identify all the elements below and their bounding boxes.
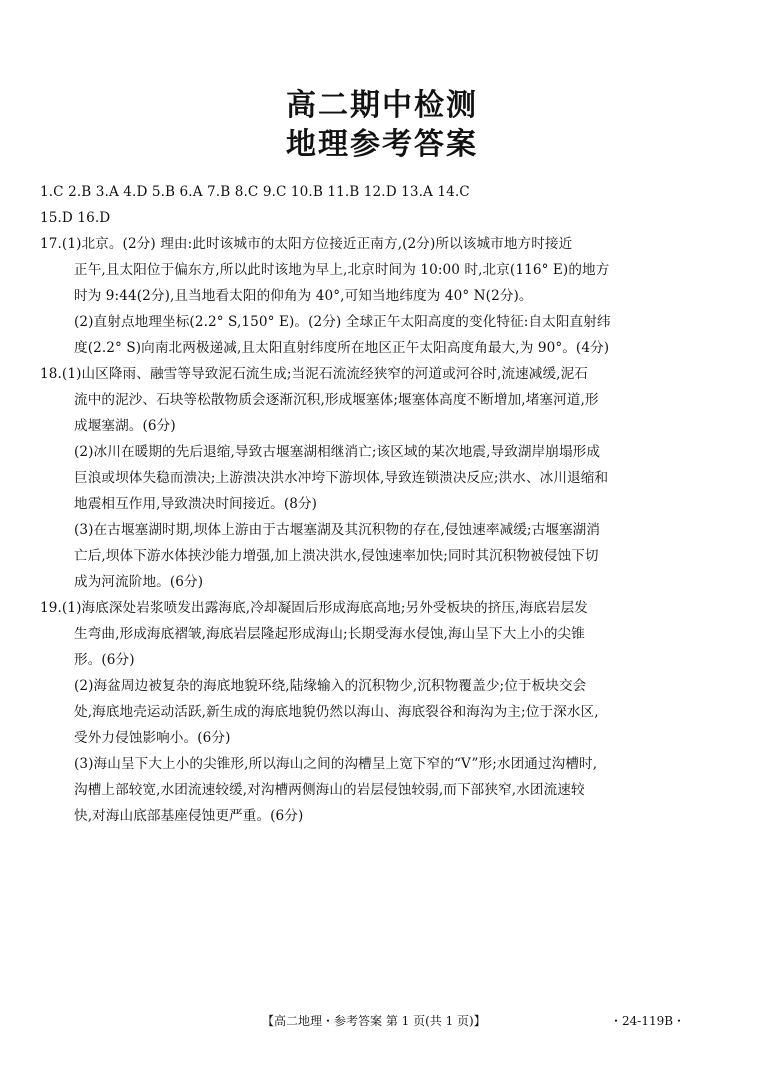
answer-line: 生弯曲,形成海底褶皱,海底岩层隆起形成海山;长期受海水侵蚀,海山呈下大上小的尖锥 [74,626,585,642]
answer-line: 快,对海山底部基座侵蚀更严重。(6分) [74,808,304,824]
page-title: 高二期中检测 [286,88,478,123]
answer-line: 1.C 2.B 3.A 4.D 5.B 6.A 7.B 8.C 9.C 10.B 11.B 12.D 13.A 14.C [40,184,470,200]
answer-line: 流中的泥沙、石块等松散物质会逐渐沉积,形成堰塞体;堰塞体高度不断增加,堵塞河道,形 [74,392,599,408]
answer-line: 巨浪或坝体失稳而溃决;上游溃决洪水冲垮下游坝体,导致连锁溃决反应;洪水、冰川退缩和 [74,470,609,486]
answer-line: 亡后,坝体下游水体挟沙能力增强,加上溃决洪水,侵蚀速率加快;同时其沉积物被侵蚀下切 [74,548,599,564]
answer-line: 受外力侵蚀影响小。(6分) [74,730,231,746]
answer-line: 沟槽上部较宽,水团流速较缓,对沟槽两侧海山的岩层侵蚀较弱,而下部狭窄,水团流速较 [74,782,585,798]
answer-line: 成堰塞湖。(6分) [74,418,176,434]
answer-line: 时为 9:44(2分),且当地看太阳的仰角为 40°,可知当地纬度为 40° N(2分)。 [74,288,533,304]
page-subtitle: 地理参考答案 [286,127,478,162]
answer-line: (3)在古堰塞湖时期,坝体上游由于古堰塞湖及其沉积物的存在,侵蚀速率减缓;古堰塞湖消 [74,522,601,538]
answer-line: 18.(1)山区降雨、融雪等导致泥石流生成;当泥石流流经狭窄的河道或河谷时,流速减缓,泥石 [40,366,588,382]
answer-line: (2)海盆周边被复杂的海底地貌环绕,陆缘输入的沉积物少,沉积物覆盖少;位于板块交会 [74,678,587,694]
answer-line: 处,海底地壳运动活跃,新生成的海底地貌仍然以海山、海底裂谷和海沟为主;位于深水区, [74,704,599,720]
answer-line: 正午,且太阳位于偏东方,所以此时该地为早上,北京时间为 10:00 时,北京(116° E)的地方 [74,262,610,278]
answer-line: 成为河流阶地。(6分) [74,574,204,590]
footer-page-info: 【高二地理・参考答案 第 1 页(共 1 页)】 [262,1014,486,1028]
answer-line: 度(2.2° S)向南北两极递减,且太阳直射纬度所在地区正午太阳高度角最大,为 90°。(4分) [74,340,610,356]
footer-doc-code: ・24-119B・ [610,1014,686,1028]
answer-line: 15.D 16.D [40,210,111,226]
answer-line: 形。(6分) [74,652,135,668]
answer-line: (2)直射点地理坐标(2.2° S,150° E)。(2分) 全球正午太阳高度的变化特征:自太阳直射纬 [74,314,611,330]
answer-line: 地震相互作用,导致溃决时间接近。(8分) [74,496,318,512]
answer-line: (3)海山呈下大上小的尖锥形,所以海山之间的沟槽呈上宽下窄的“V”形;水团通过沟槽时, [74,756,598,772]
answer-line: 17.(1)北京。(2分) 理由:此时该城市的太阳方位接近正南方,(2分)所以该城市地方时接近 [40,236,573,252]
answer-line: 19.(1)海底深处岩浆喷发出露海底,冷却凝固后形成海底高地;另外受板块的挤压,海底岩层发 [40,600,588,616]
answer-line: (2)冰川在暖期的先后退缩,导致古堰塞湖相继消亡;该区域的某次地震,导致湖岸崩塌形成 [74,444,601,460]
